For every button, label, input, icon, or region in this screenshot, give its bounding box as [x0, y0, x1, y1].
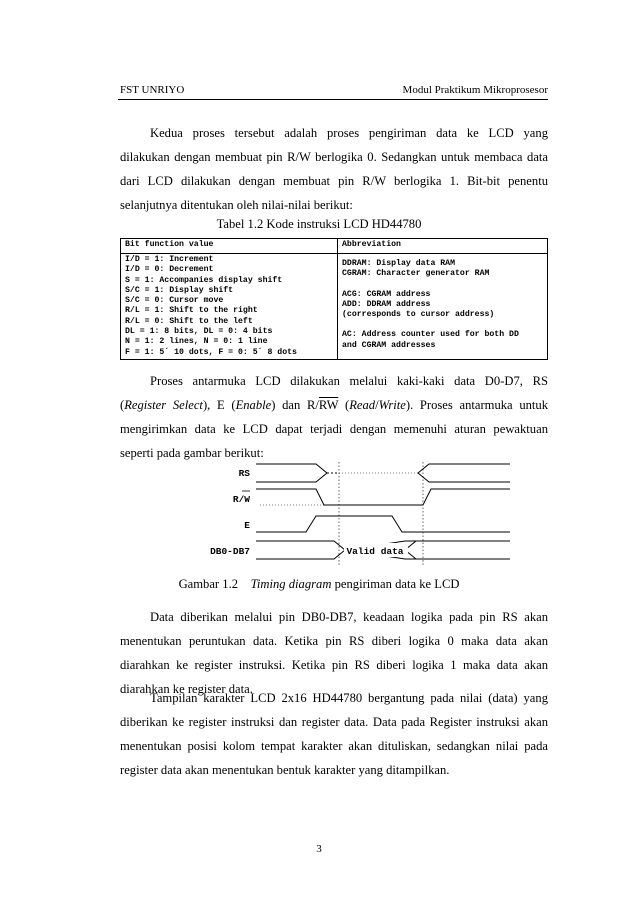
table-line: S/C = 0: Cursor move [125, 296, 224, 306]
table-line: I/D = 1: Increment [125, 255, 214, 264]
table-header-right: Abbreviation [338, 239, 548, 254]
table-line: S = 1: Accompanies display shift [125, 275, 283, 285]
page-header [120, 84, 548, 98]
table-line: I/D = 0: Decrement [125, 265, 214, 275]
rs-waveform [256, 464, 510, 482]
table-line: S/C = 1: Display shift [125, 285, 234, 295]
paragraph-line: diberikan ke register instruksi dan register data. Data pada Register instruksi akan [120, 715, 548, 729]
rw-waveform [256, 489, 510, 505]
paragraph-line: menentukan peruntukan data. Ketika pin RS diberi logika 0 maka data akan [120, 634, 548, 648]
table-line: and CGRAM addresses [342, 340, 436, 350]
paragraph-line: menentukan posisi kolom tempat karakter akan dituliskan, sedangkan nilai pada [120, 739, 548, 753]
instruction-code-table [120, 238, 548, 360]
table-line: N = 1: 2 lines, N = 0: 1 line [125, 337, 268, 347]
table-line: ADD: DDRAM address [342, 299, 431, 309]
header-institution: FST UNRIYO [120, 84, 185, 96]
header-module-title: Modul Praktikum Mikroprosesor [402, 84, 548, 96]
paragraph-line: dilakukan dengan membuat pin R/W berlogika 0. Sedangkan untuk membaca data [120, 150, 548, 164]
table-line: ACG: CGRAM address [342, 289, 431, 299]
e-waveform [256, 516, 510, 532]
paragraph-line: Tampilan karakter LCD 2x16 HD44780 bergantung pada nilai (data) yang [150, 691, 548, 705]
rw-overline-term: $\overline{RW}$ [318, 398, 339, 412]
valid-data-label: Valid data [346, 546, 404, 557]
table-line: F = 1: 5´ 10 dots, F = 0: 5´ 8 dots [125, 347, 297, 357]
db-signal-label: DB0-DB7 [210, 546, 250, 557]
enable-term: Enable [235, 398, 272, 412]
table-line: AC: Address counter used for both DD [342, 330, 519, 340]
table-line: DDRAM: Display data RAM [342, 259, 456, 268]
paragraph-line: (Register Select), E (Enable) dan $R/\overline{RW}$ (Read/Write). Proses antarmuka untuk [120, 398, 549, 412]
rs-signal-label: RS [238, 468, 250, 479]
abbreviations-cell [338, 254, 548, 360]
register-select-term: Register Select [124, 398, 203, 412]
paragraph-interface [120, 369, 548, 465]
paragraph-line: mengirimkan data ke LCD dapat terjadi dengan memenuhi aturan pewaktuan [120, 422, 548, 436]
bit-function-values-cell [121, 254, 338, 360]
paragraph-intro [120, 121, 548, 217]
paragraph-line: Proses antarmuka LCD dilakukan melalui kaki-kaki data D0-D7, RS [150, 374, 548, 388]
paragraph-line: diarahkan ke register data. [120, 682, 253, 696]
paragraph-line: dari LCD dilakukan dengan membuat pin R/W berlogika 1. Bit-bit penentu [120, 174, 548, 188]
rw-signal-label: R/W [232, 494, 250, 505]
paragraph-character-display [120, 686, 548, 782]
paragraph-line: Kedua proses tersebut adalah proses pengiriman data ke LCD yang [150, 126, 548, 140]
paragraph-line: seperti pada gambar berikut: [120, 446, 264, 460]
table-line: DL = 1: 8 bits, DL = 0: 4 bits [125, 327, 273, 337]
header-rule [118, 99, 548, 100]
table-line: (corresponds to cursor address) [342, 310, 495, 320]
timing-diagram [0, 455, 638, 575]
paragraph-line: selanjutnya ditentukan oleh nilai-nilai berikut: [120, 198, 353, 212]
page-number: 3 [316, 843, 322, 855]
table-caption: Tabel 1.2 Kode instruksi LCD HD44780 [216, 217, 422, 231]
paragraph-line: register data akan menentukan bentuk karakter yang ditampilkan. [120, 763, 450, 777]
table-line: CGRAM: Character generator RAM [342, 269, 490, 279]
figure-caption: Gambar 1.2 Timing diagram pengiriman data ke LCD [178, 577, 460, 591]
table-line: R/L = 1: Shift to the right [125, 306, 258, 316]
table-header-left: Bit function value [121, 239, 338, 254]
paragraph-line: diarahkan ke register instruksi. Ketika pin RS diberi logika 1 maka data akan [120, 658, 548, 672]
paragraph-line: Data diberikan melalui pin DB0-DB7, keadaan logika pada pin RS akan [150, 610, 548, 624]
e-signal-label: E [244, 520, 250, 531]
table-line: R/L = 0: Shift to the left [125, 316, 253, 326]
